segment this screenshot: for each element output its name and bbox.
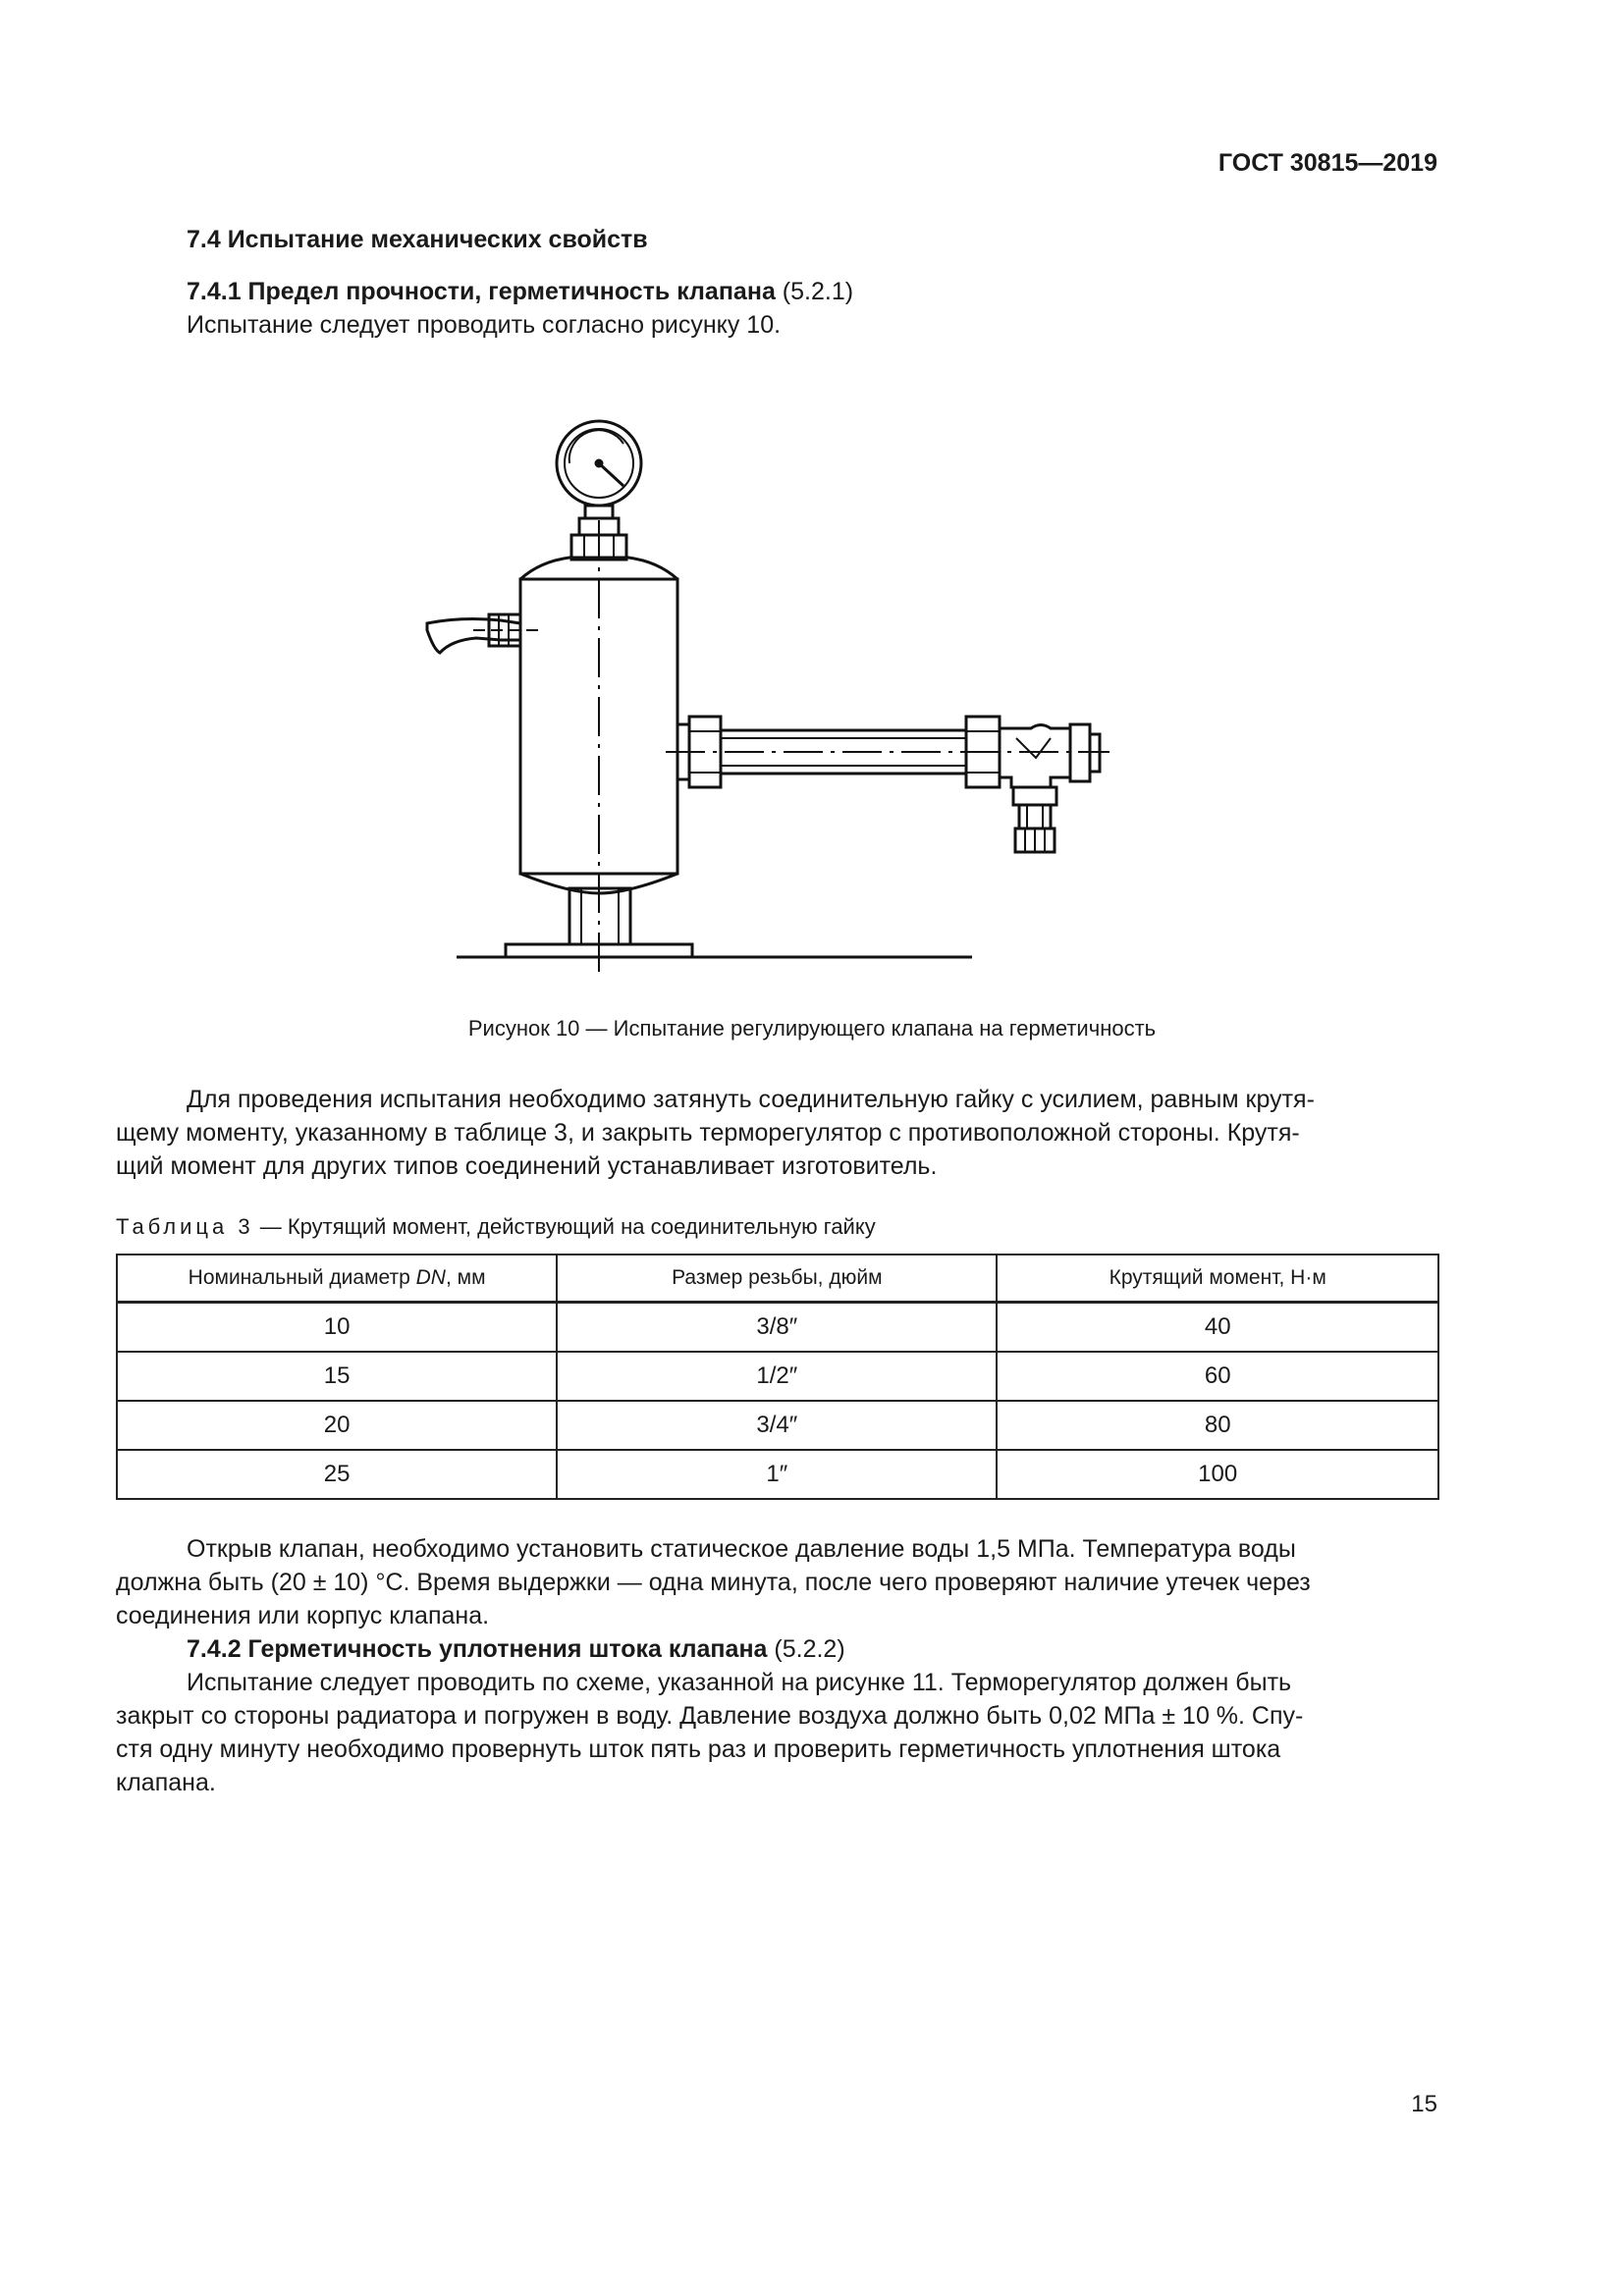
inlet-pipe xyxy=(427,619,520,653)
cell-torque: 60 xyxy=(997,1352,1438,1401)
para2-line2: должна быть (20 ± 10) °С. Время выдержки — одна минута, после чего проверяют наличие утечек через xyxy=(116,1569,1311,1596)
para2-line1: Открыв клапан, необходимо установить статическое давление воды 1,5 МПа. Температура воды xyxy=(187,1535,1296,1563)
subsection-heading-741 xyxy=(187,275,853,308)
table-title xyxy=(116,1214,876,1240)
para1-line3: щий момент для других типов соединений устанавливает изготовитель. xyxy=(116,1152,938,1180)
cell-thread: 1/2″ xyxy=(557,1352,997,1401)
header-torque: Крутящий момент, Н·м xyxy=(997,1255,1438,1303)
document-code: ГОСТ 30815—2019 xyxy=(1218,149,1437,177)
subsection-ref: (5.2.1) xyxy=(782,278,854,305)
para2-line3: соединения или корпус клапана. xyxy=(116,1602,490,1629)
para1-line1: Для проведения испытания необходимо затянуть соединительную гайку с усилием, равным крутя- xyxy=(187,1086,1315,1113)
subsection-title: 7.4.2 Герметичность уплотнения штока клапана xyxy=(187,1635,768,1663)
section-heading: 7.4 Испытание механических свойств xyxy=(187,226,648,253)
cell-thread: 3/4″ xyxy=(557,1401,997,1450)
subsection-heading-742 xyxy=(187,1632,845,1666)
page-number: 15 xyxy=(1411,2091,1437,2117)
header-nominal-diameter: Номинальный диаметр DN, мм xyxy=(117,1255,557,1303)
sub2-line4: клапана. xyxy=(116,1769,216,1796)
figure-caption: Рисунок 10 — Испытание регулирующего клапана на герметичность xyxy=(467,1016,1157,1041)
cell-torque: 80 xyxy=(997,1401,1438,1450)
figure-10-drawing xyxy=(422,393,1168,991)
header-thread-size: Размер резьбы, дюйм xyxy=(557,1255,997,1303)
sub2-line2: закрыт со стороны радиатора и погружен в воду. Давление воздуха должно быть 0,02 МПа ± 10 %. Спу- xyxy=(116,1702,1304,1730)
cell-thread: 3/8″ xyxy=(557,1303,997,1353)
table-row xyxy=(117,1352,1438,1401)
cell-torque: 40 xyxy=(997,1303,1438,1353)
subsection-ref: (5.2.2) xyxy=(774,1635,845,1663)
bottom-nut xyxy=(1019,805,1051,828)
subsection-title: 7.4.1 Предел прочности, герметичность клапана xyxy=(187,278,776,305)
table-header-row xyxy=(117,1255,1438,1303)
table-row xyxy=(117,1401,1438,1450)
table-title-text: — Крутящий момент, действующий на соединительную гайку xyxy=(253,1214,876,1239)
sub2-line1: Испытание следует проводить по схеме, указанной на рисунке 11. Терморегулятор должен быть xyxy=(187,1669,1292,1696)
torque-table xyxy=(116,1254,1439,1500)
cell-dn: 10 xyxy=(117,1303,557,1353)
cell-dn: 20 xyxy=(117,1401,557,1450)
table-row xyxy=(117,1303,1438,1353)
table-label: Таблица 3 xyxy=(116,1214,254,1239)
subsection-text: Испытание следует проводить согласно рисунку 10. xyxy=(187,311,782,339)
cell-dn: 25 xyxy=(117,1450,557,1499)
para1-line2: щему моменту, указанному в таблице 3, и закрыть терморегулятор с противоположной стороны. Крутя- xyxy=(116,1119,1300,1147)
cell-dn: 15 xyxy=(117,1352,557,1401)
sub2-line3: стя одну минуту необходимо провернуть шток пять раз и проверить герметичность уплотнения штока xyxy=(116,1735,1281,1763)
cell-thread: 1″ xyxy=(557,1450,997,1499)
cell-torque: 100 xyxy=(997,1450,1438,1499)
table-row xyxy=(117,1450,1438,1499)
